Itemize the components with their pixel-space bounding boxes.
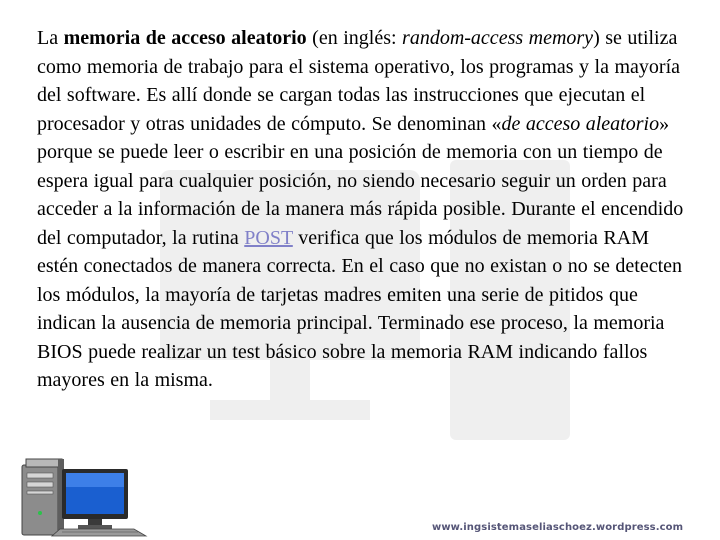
text-run: La — [37, 27, 64, 49]
text-run: » porque se puede leer o escribir en una posición de memoria con un tiempo de espera igual para cualquier posición, no siendo necesario seguir un orden para acceder a la información de la manera más rápida posible. Durante el encendido del computador, la rutina — [37, 112, 684, 249]
term-bold: memoria de acceso aleatorio — [63, 27, 307, 49]
desktop-computer-icon — [4, 455, 149, 537]
english-term-italic: random-access memory — [402, 27, 594, 49]
body-paragraph — [37, 24, 687, 395]
text-run: ) se utiliza como memoria de trabajo para el sistema operativo, los programas y la mayoría del software. Es allí donde se cargan todas las instrucciones que ejecutan el procesador y otras unidades de cómputo. Se denominan « — [37, 27, 681, 135]
post-link[interactable]: POST — [244, 226, 293, 249]
footer-url[interactable]: www.ingsistemaseliaschoez.wordpress.com — [432, 522, 684, 533]
text-run: verifica que los módulos de memoria RAM estén conectados de manera correcta. En el caso que no existan o no se detecten los módulos, la mayoría de tarjetas madres emiten una serie de pitidos que indican la ausencia de memoria principal. Terminado ese proceso, la memoria BIOS puede realizar un test básico sobre la memoria RAM indicando fallos mayores en la misma. — [37, 226, 683, 391]
quoted-term-italic: de acceso aleatorio — [501, 112, 660, 135]
text-run: (en inglés: — [306, 27, 403, 49]
